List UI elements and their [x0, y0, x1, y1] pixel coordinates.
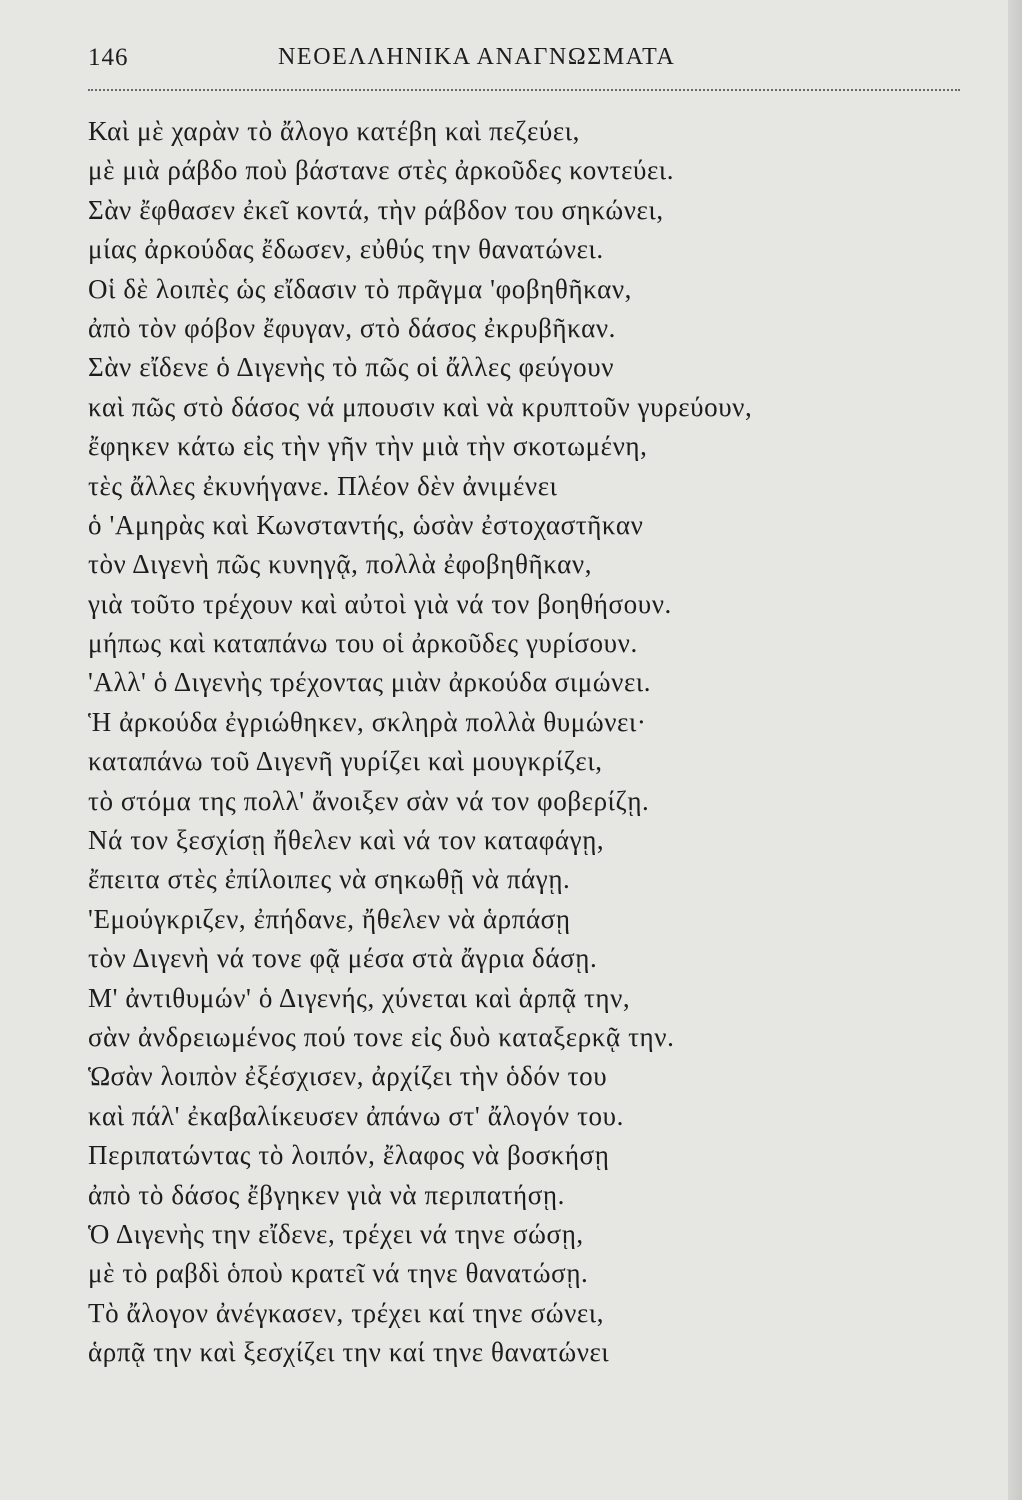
verse-line: τὸν Διγενὴ πῶς κυνηγᾷ, πολλὰ ἐφοβηθῆκαν, [88, 549, 593, 580]
header-divider [88, 89, 960, 91]
verse-line: 'Εμούγκριζεν, ἐπήδανε, ἤθελεν νὰ ἁρπάσῃ [88, 903, 571, 934]
verse-line: Οἱ δὲ λοιπὲς ὡς εἴδασιν τὸ πρᾶγμα 'φοβηθῆκαν, [88, 273, 633, 304]
verse-line: ἀπὸ τὸν φόβον ἔφυγαν, στὸ δάσος ἐκρυβῆκαν. [88, 312, 617, 343]
verse-line: Τὸ ἄλογον ἀνέγκασεν, τρέχει καί τηνε σώνει, [88, 1297, 605, 1328]
verse-line: ἔφηκεν κάτω εἰς τὴν γῆν τὴν μιὰ τὴν σκοτωμένη, [88, 431, 648, 462]
verse-line: Ἡ ἀρκούδα ἐγριώθηκεν, σκληρὰ πολλὰ θυμώνει· [88, 706, 647, 737]
verse-line: τὸ στόμα της πολλ' ἄνοιξεν σὰν νά τον φοβερίζῃ. [88, 785, 650, 816]
verse-line: Σὰν ἔφθασεν ἐκεῖ κοντά, τὴν ράβδον του σηκώνει, [88, 194, 664, 225]
verse-line: τὲς ἄλλες ἐκυνήγανε. Πλέον δὲν ἀνιμένει [88, 470, 558, 501]
verse-line: 'Αλλ' ὁ Διγενὴς τρέχοντας μιὰν ἀρκούδα σιμώνει. [88, 667, 652, 698]
running-title: ΝΕΟΕΛΛΗΝΙΚΑ ΑΝΑΓΝΩΣΜΑΤΑ [278, 44, 676, 70]
verse-line: σὰν ἀνδρειωμένος πού τονε εἰς δυὸ καταξερκᾷ την. [88, 1021, 675, 1052]
poem-text [88, 112, 968, 1373]
verse-line: Ὡσὰν λοιπὸν ἐξέσχισεν, ἀρχίζει τὴν ὁδόν του [88, 1061, 608, 1092]
verse-line: Καὶ μὲ χαρὰν τὸ ἄλογο κατέβη καὶ πεζεύει, [88, 116, 580, 146]
verse-line: μὲ τὸ ραβδὶ ὁποὺ κρατεῖ νά τηνε θανατώσῃ. [88, 1258, 589, 1289]
verse-line: καὶ πῶς στὸ δάσος νά μπουσιν καὶ νὰ κρυπτοῦν γυρεύουν, [88, 391, 753, 422]
verse-line: Περιπατώντας τὸ λοιπόν, ἔλαφος νὰ βοσκήσῃ [88, 1140, 610, 1171]
page-edge-shadow [1008, 0, 1022, 1500]
verse-line: Ὁ Διγενὴς την εἴδενε, τρέχει νά τηνε σώσῃ, [88, 1218, 584, 1249]
verse-line: ἁρπᾷ την καὶ ξεσχίζει την καί τηνε θανατώνει [88, 1337, 610, 1368]
verse-line: ὁ 'Αμηρὰς καὶ Κωνσταντής, ὡσὰν ἐστοχαστῆκαν [88, 509, 644, 540]
verse-line: Σὰν εἴδενε ὁ Διγενὴς τὸ πῶς οἱ ἄλλες φεύγουν [88, 352, 615, 383]
page-header [88, 44, 960, 84]
verse-line: Μ' ἀντιθυμών' ὁ Διγενής, χύνεται καὶ ἁρπᾷ την, [88, 982, 631, 1013]
verse-line: καὶ πάλ' ἐκαβαλίκευσεν ἀπάνω στ' ἄλογόν του. [88, 1100, 624, 1131]
verse-line: ἔπειτα στὲς ἐπίλοιπες νὰ σηκωθῇ νὰ πάγῃ. [88, 864, 571, 895]
verse-line: τὸν Διγενὴ νά τονε φᾷ μέσα στὰ ἄγρια δάσῃ. [88, 943, 598, 974]
verse-line: ἀπὸ τὸ δάσος ἔβγηκεν γιὰ νὰ περιπατήσῃ. [88, 1179, 565, 1210]
verse-line: μήπως καὶ καταπάνω του οἱ ἀρκοῦδες γυρίσουν. [88, 628, 638, 659]
verse-line: μίας ἀρκούδας ἔδωσεν, εὐθύς την θανατώνει. [88, 234, 604, 265]
verse-line: μὲ μιὰ ράβδο ποὺ βάστανε στὲς ἀρκοῦδες κοντεύει. [88, 155, 675, 186]
page-number: 146 [88, 44, 129, 71]
verse-line: γιὰ τοῦτο τρέχουν καὶ αὐτοὶ γιὰ νά τον βοηθήσουν. [88, 588, 672, 619]
verse-line: καταπάνω τοῦ Διγενῆ γυρίζει καὶ μουγκρίζει, [88, 746, 603, 777]
verse-line: Νά τον ξεσχίσῃ ἤθελεν καὶ νά τον καταφάγῃ, [88, 825, 605, 856]
